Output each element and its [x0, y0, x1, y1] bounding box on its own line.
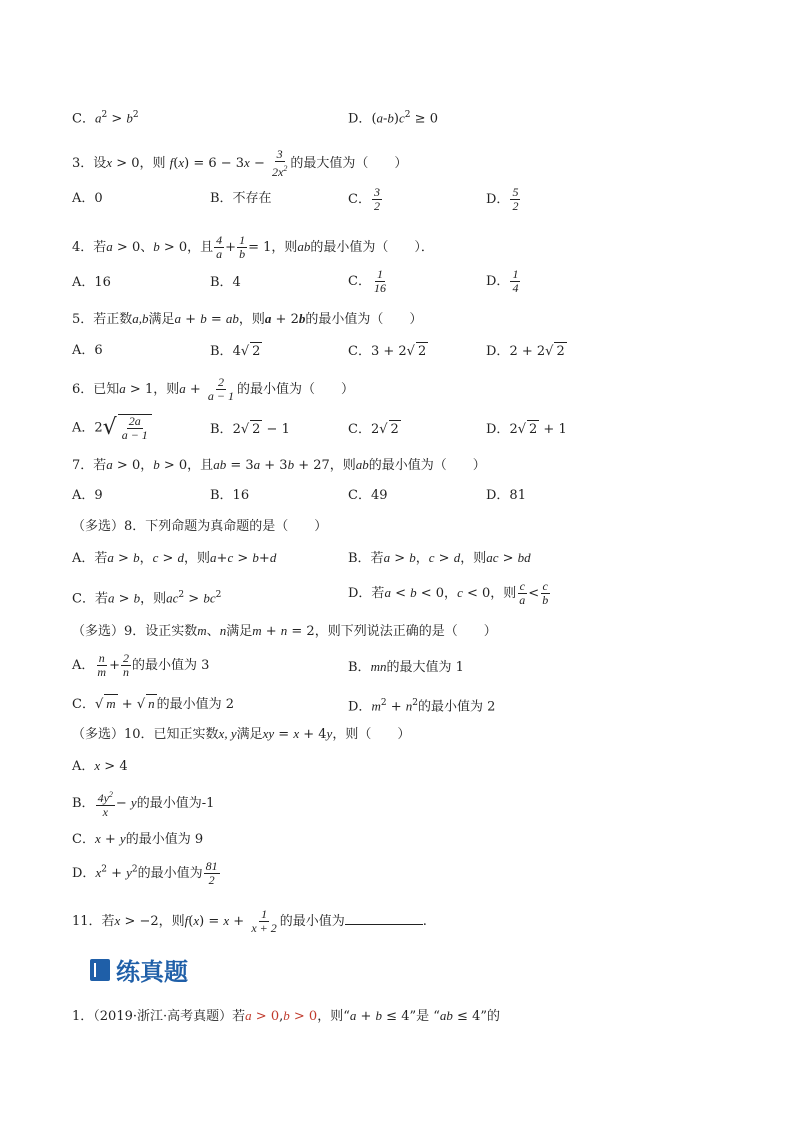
q10-option-a: A．x > 4: [72, 758, 128, 774]
q8-option-b: B．若a > b，c > d，则ac > bd: [348, 550, 531, 566]
q2-option-c: C．$a^2 > b^2$: [72, 110, 139, 127]
q7-option-c: C．49: [348, 488, 388, 503]
q6-stem: 6．已知a > 1，则a + $\frac{2}{a - 1}$ 的最小值为（ ）: [72, 375, 355, 403]
section-title: 练真题: [116, 958, 188, 986]
q6-option-d: D．2√ 2 + 1: [486, 422, 567, 437]
q3-option-a: A．0: [72, 191, 103, 206]
q5-stem: 5．若正数a,b满足a + b = ab，则a + 2b的最小值为（ ）: [72, 311, 423, 327]
q5-option-c: C．3 + 2√ 2: [348, 344, 427, 359]
q2-option-d: D．$(a-b)c^2 \ge 0$: [348, 110, 438, 127]
q7-option-b: B．16: [210, 488, 250, 503]
q10-stem: （多选）10．已知正实数x, y满足xy = x + 4y，则（ ）: [72, 726, 411, 742]
q4-option-d: D． $\frac{1}{4}$: [486, 267, 519, 295]
q8-option-c: C．若a > b，则$ac^2 > bc^2$: [72, 590, 222, 607]
q7-stem: 7．若a > 0，b > 0，且ab = 3a + 3b + 27，则ab的最小值为（ ）: [72, 457, 486, 473]
answer-blank: [345, 912, 423, 925]
q3-option-d: D． $\frac{5}{2}$: [486, 185, 519, 213]
q8-option-d: D．若a < b < 0，c < 0，则 $\frac{c}{a}$ < $\frac{c}{b}$: [348, 579, 549, 607]
q3-fraction: $\frac{3}{2x^2}$: [272, 147, 288, 179]
q5-option-b: B．4√ 2: [210, 344, 261, 359]
q9-option-a: A． $\frac{n}{m}$ + $\frac{2}{n}$ 的最小值为 3: [72, 651, 210, 679]
q5-option-a: A．6: [72, 343, 103, 358]
book-icon: [90, 959, 110, 981]
q6-option-a: A．2√ $\frac{2a}{a - 1}$: [72, 414, 152, 442]
q6-option-b: B．2√ 2 − 1: [210, 422, 290, 437]
q9-option-d: D．$m^2 + n^2$的最小值为 2: [348, 698, 496, 715]
q10-option-b: B． $\frac{4y^2}{x}$ − y的最小值为-1: [72, 790, 215, 819]
q9-option-c: C．√ m + √ n 的最小值为 2: [72, 696, 235, 712]
q8-stem: （多选）8．下列命题为真命题的是（ ）: [72, 519, 328, 534]
q7-option-a: A．9: [72, 488, 103, 503]
q3-option-c: C． $\frac{3}{2}$: [348, 185, 380, 213]
q4-option-b: B．4: [210, 275, 241, 290]
q7-option-d: D．81: [486, 488, 526, 503]
section-heading: [90, 952, 188, 987]
q4-option-a: A．16: [72, 275, 111, 290]
real-q1-stem: 1．（2019·浙江·高考真题）若a > 0,b > 0，则“a + b ≤ 4”是 “ab ≤ 4”的: [72, 1008, 500, 1024]
q9-stem: （多选）9．设正实数m、n满足m + n = 2，则下列说法正确的是（ ）: [72, 623, 497, 639]
q9-option-b: B．mn的最大值为 1: [348, 659, 464, 675]
q4-stem: 4．若a > 0、b > 0，且 $\frac{4}{a}$ + $\frac{1}{b}$ = 1，则ab的最小值为（ ）．: [72, 233, 434, 261]
q10-option-d: D．$x^2 + y^2$的最小值为 $\frac{81}{2}$: [72, 859, 218, 887]
q3-stem: 3．设x > 0，则 f(x) = 6 − 3x − $\frac{3}{2x^2}$ 的最大值为（ ）: [72, 147, 408, 179]
q5-option-d: D．2 + 2√ 2: [486, 344, 565, 359]
q3-option-b: B．不存在: [210, 191, 272, 206]
q11-stem: 11．若x > −2，则f(x) = x + $\frac{1}{x + 2}$ 的最小值为 .: [72, 907, 427, 935]
q10-option-c: C．x + y的最小值为 9: [72, 831, 204, 847]
q8-option-a: A．若a > b，c > d，则a+c > b+d: [72, 550, 277, 566]
q4-option-c: C． $\frac{1}{16}$: [348, 267, 386, 295]
q6-option-c: C．2√ 2: [348, 422, 399, 437]
